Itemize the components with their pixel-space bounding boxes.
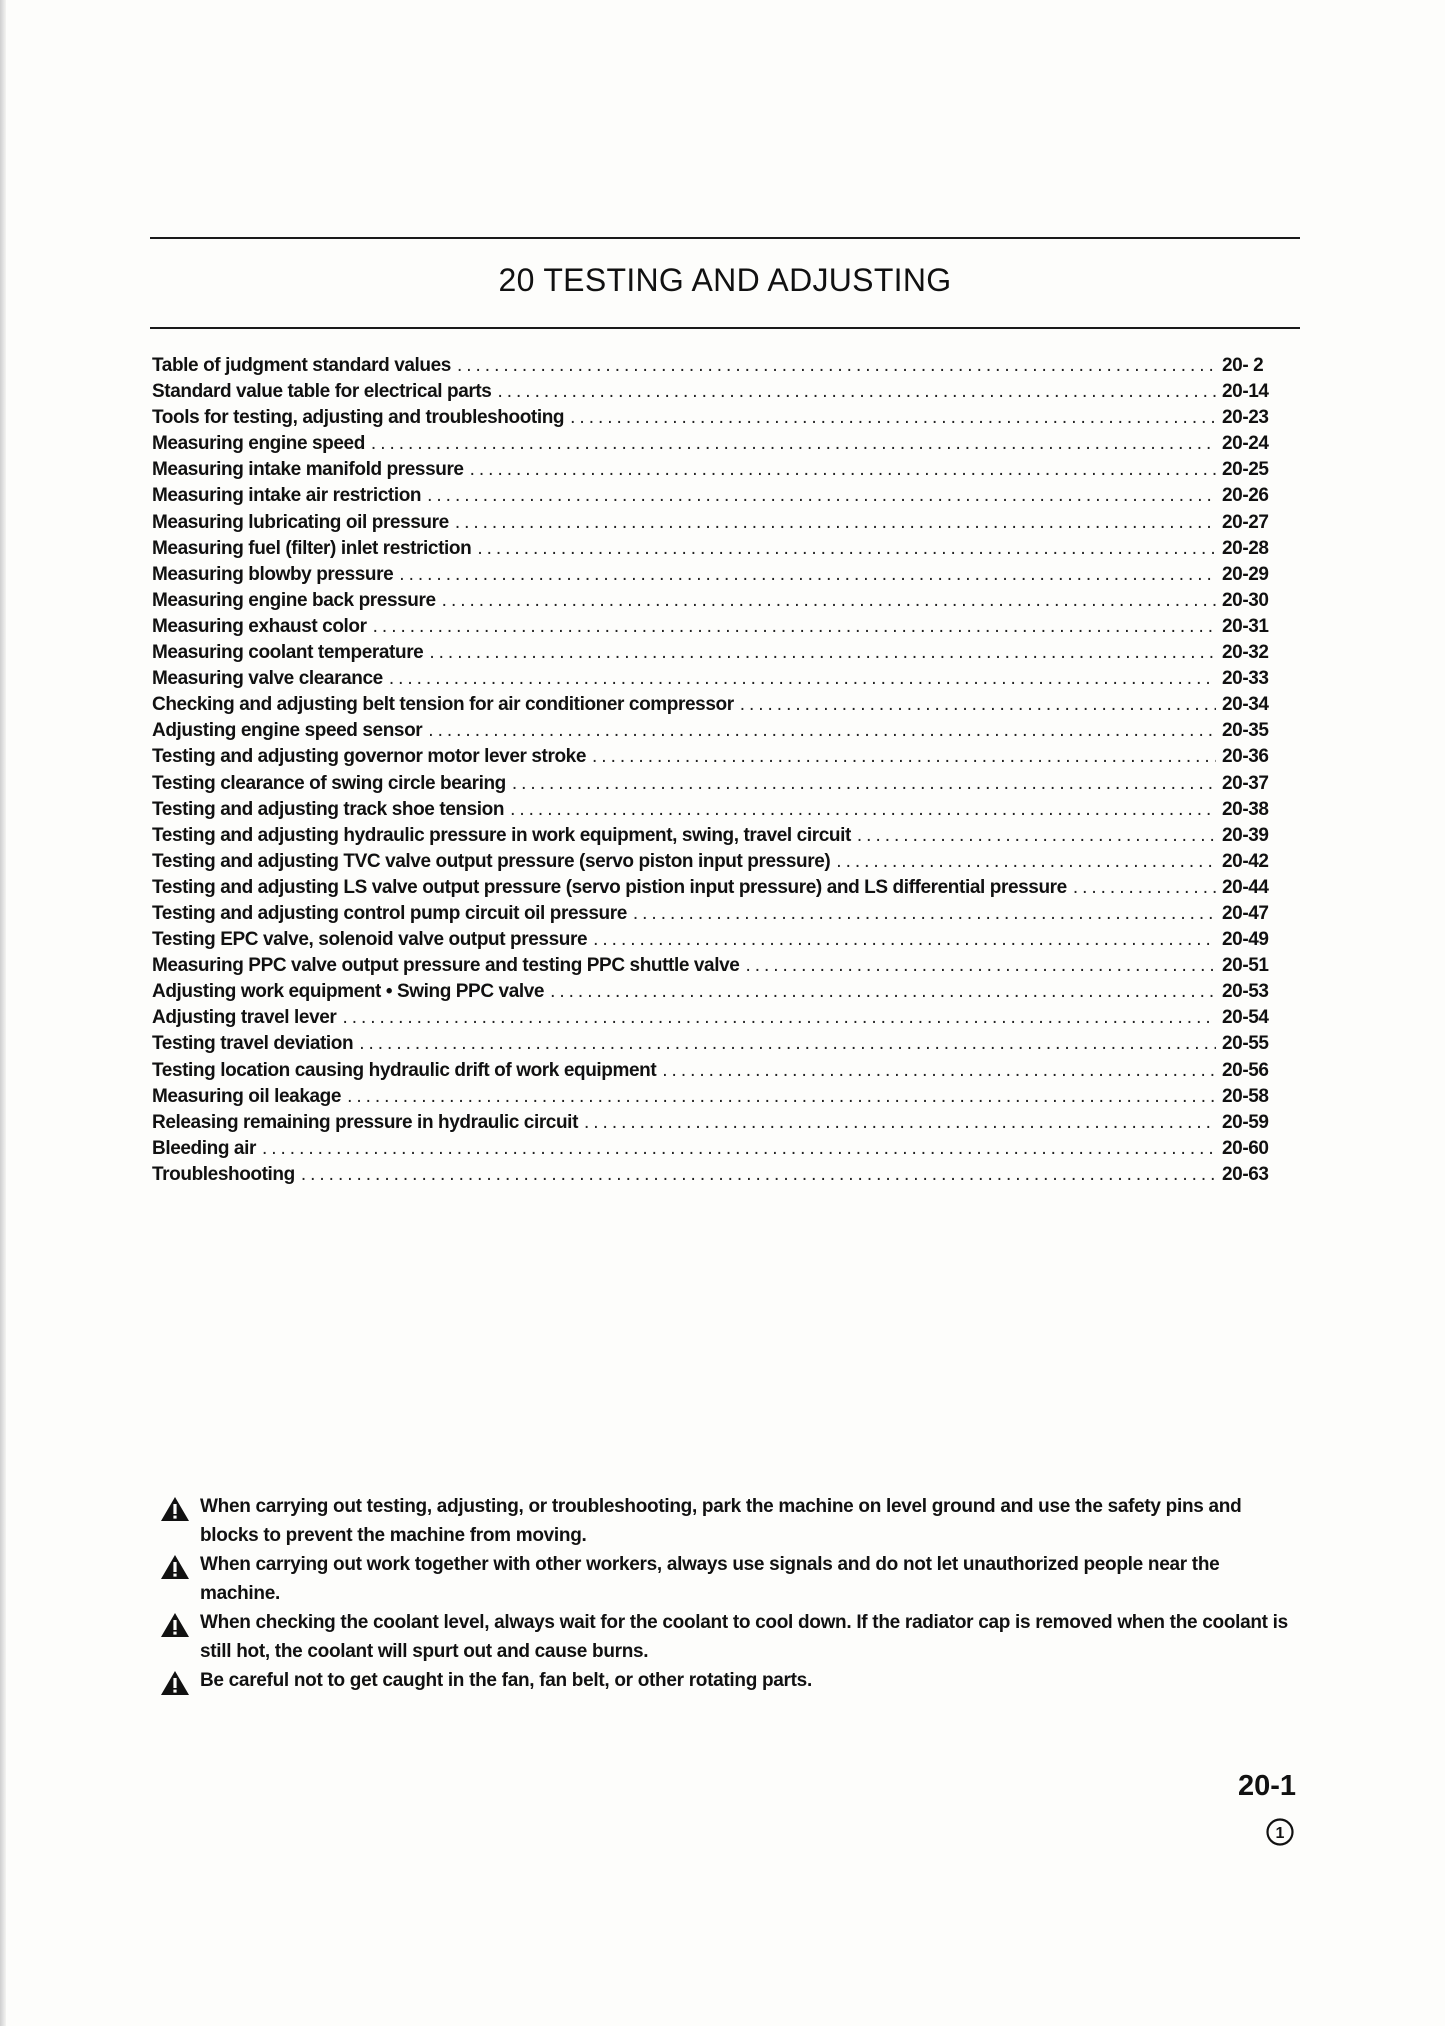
toc-entry <box>152 485 1284 511</box>
toc-entry-title: Releasing remaining pressure in hydraulic circuit <box>152 1111 578 1133</box>
toc-entry-title: Adjusting engine speed sensor <box>152 720 423 742</box>
toc-leader-dots <box>470 459 1216 481</box>
toc-entry-title: Measuring coolant temperature <box>152 642 424 664</box>
toc-entry <box>152 1007 1284 1033</box>
toc-entry <box>152 746 1284 772</box>
toc-entry <box>152 642 1284 668</box>
toc-leader-dots <box>262 1138 1216 1160</box>
toc-leader-dots <box>373 616 1216 638</box>
toc-entry <box>152 407 1284 433</box>
toc-entry-page: 20-30 <box>1222 589 1269 611</box>
toc-entry-page: 20-38 <box>1222 798 1269 820</box>
toc-entry-title: Measuring engine speed <box>152 433 365 455</box>
toc-leader-dots <box>512 773 1216 795</box>
toc-entry-page: 20-24 <box>1222 433 1269 455</box>
toc-entry-page: 20-39 <box>1222 824 1269 846</box>
toc-entry <box>152 512 1284 538</box>
toc-entry-page: 20-26 <box>1222 485 1269 507</box>
header-rule-top <box>150 237 1300 239</box>
toc-entry <box>152 981 1284 1007</box>
toc-leader-dots <box>857 825 1216 847</box>
toc-entry-title: Standard value table for electrical parts <box>152 381 492 403</box>
toc-entry-title: Testing clearance of swing circle bearing <box>152 772 506 794</box>
toc-entry <box>152 1138 1284 1164</box>
toc-entry <box>152 1060 1284 1086</box>
toc-entry-title: Testing and adjusting LS valve output pressure (servo pistion input pressure) and LS differential pressure <box>152 876 1067 898</box>
toc-leader-dots <box>427 485 1216 507</box>
toc-entry <box>152 355 1284 381</box>
section-title: 20 TESTING AND ADJUSTING <box>498 262 952 298</box>
safety-warning <box>160 1550 1300 1608</box>
toc-leader-dots <box>510 799 1216 821</box>
toc-entry-page: 20-59 <box>1222 1111 1269 1133</box>
toc-entry-page: 20-42 <box>1222 850 1269 872</box>
safety-warning-text: When checking the coolant level, always wait for the coolant to cool down. If the radiator cap is removed when the coolant is still hot, the coolant will spurt out and cause burns. <box>200 1612 1288 1662</box>
toc-entry <box>152 799 1284 825</box>
safety-warnings <box>160 1492 1300 1695</box>
toc-entry <box>152 1086 1284 1112</box>
toc-leader-dots <box>428 720 1216 742</box>
toc-entry <box>152 1164 1284 1190</box>
toc-leader-dots <box>359 1033 1216 1055</box>
toc-entry-title: Testing EPC valve, solenoid valve output pressure <box>152 929 588 951</box>
toc-entry-page: 20-23 <box>1222 407 1269 429</box>
toc-entry-title: Tools for testing, adjusting and troubleshooting <box>152 407 565 429</box>
toc-entry <box>152 903 1284 929</box>
toc-entry-title: Measuring valve clearance <box>152 668 383 690</box>
toc-entry <box>152 955 1284 981</box>
toc-entry <box>152 851 1284 877</box>
toc-entry <box>152 564 1284 590</box>
toc-entry-title: Checking and adjusting belt tension for air conditioner compressor <box>152 694 734 716</box>
toc-leader-dots <box>584 1112 1216 1134</box>
toc-entry-title: Testing and adjusting hydraulic pressure in work equipment, swing, travel circuit <box>152 824 851 846</box>
toc-leader-dots <box>1073 877 1216 899</box>
toc-entry-page: 20-34 <box>1222 694 1269 716</box>
revision-mark-icon <box>1265 1817 1295 1847</box>
toc-leader-dots <box>836 851 1216 873</box>
safety-warning <box>160 1608 1300 1666</box>
toc-entry-title: Testing location causing hydraulic drift of work equipment <box>152 1059 657 1081</box>
toc-entry <box>152 773 1284 799</box>
toc-leader-dots <box>342 1007 1216 1029</box>
toc-entry-page: 20-53 <box>1222 981 1269 1003</box>
toc-entry-title: Table of judgment standard values <box>152 355 451 376</box>
toc-entry-title: Measuring blowby pressure <box>152 563 394 585</box>
toc-entry-title: Measuring oil leakage <box>152 1085 342 1107</box>
toc-entry-page: 20-25 <box>1222 459 1269 481</box>
toc-leader-dots <box>399 564 1216 586</box>
toc-entry-title: Bleeding air <box>152 1137 256 1159</box>
toc-entry <box>152 877 1284 903</box>
toc-entry <box>152 590 1284 616</box>
toc-entry-title: Measuring fuel (filter) inlet restriction <box>152 537 472 559</box>
toc-entry-page: 20-51 <box>1222 955 1269 977</box>
warning-triangle-icon <box>160 1554 190 1580</box>
toc-leader-dots <box>633 903 1216 925</box>
toc-entry-title: Measuring PPC valve output pressure and testing PPC shuttle valve <box>152 955 740 977</box>
toc-leader-dots <box>550 981 1216 1003</box>
toc-leader-dots <box>662 1060 1216 1082</box>
toc-entry-page: 20-31 <box>1222 615 1269 637</box>
toc-leader-dots <box>457 355 1216 377</box>
toc-leader-dots <box>593 929 1216 951</box>
toc-leader-dots <box>745 955 1216 977</box>
toc-entry-title: Testing and adjusting track shoe tension <box>152 798 505 820</box>
safety-warning-text: Be careful not to get caught in the fan, fan belt, or other rotating parts. <box>200 1670 812 1691</box>
toc-entry-page: 20- 2 <box>1222 355 1264 376</box>
table-of-contents <box>152 355 1284 1190</box>
revision-mark-label: 1 <box>1275 1825 1285 1842</box>
toc-entry-title: Measuring intake air restriction <box>152 485 422 507</box>
toc-entry <box>152 825 1284 851</box>
toc-entry-page: 20-58 <box>1222 1085 1269 1107</box>
toc-entry-title: Measuring lubricating oil pressure <box>152 511 449 533</box>
toc-entry-page: 20-60 <box>1222 1137 1269 1159</box>
safety-warning-text: When carrying out testing, adjusting, or troubleshooting, park the machine on level ground and use the safety pins and blocks to prevent the machine from moving. <box>200 1496 1242 1546</box>
warning-triangle-icon <box>160 1670 190 1696</box>
toc-entry-title: Testing travel deviation <box>152 1033 354 1055</box>
toc-leader-dots <box>497 381 1216 403</box>
warning-triangle-icon <box>160 1496 190 1522</box>
toc-entry-page: 20-14 <box>1222 381 1269 403</box>
toc-entry-title: Measuring engine back pressure <box>152 589 436 611</box>
toc-entry <box>152 668 1284 694</box>
toc-entry-page: 20-47 <box>1222 902 1269 924</box>
toc-entry <box>152 929 1284 955</box>
toc-entry-page: 20-33 <box>1222 668 1269 690</box>
toc-entry <box>152 381 1284 407</box>
toc-entry-title: Adjusting work equipment • Swing PPC valve <box>152 981 545 1003</box>
toc-leader-dots <box>740 694 1216 716</box>
toc-leader-dots <box>570 407 1216 429</box>
toc-entry-page: 20-44 <box>1222 876 1269 898</box>
toc-entry-title: Troubleshooting <box>152 1163 295 1185</box>
toc-leader-dots <box>592 746 1216 768</box>
safety-warning-text: When carrying out work together with other workers, always use signals and do not let unauthorized people near the machine. <box>200 1554 1220 1604</box>
toc-entry-page: 20-49 <box>1222 929 1269 951</box>
toc-entry <box>152 433 1284 459</box>
safety-warning <box>160 1666 1300 1695</box>
toc-entry-page: 20-27 <box>1222 511 1269 533</box>
toc-leader-dots <box>442 590 1216 612</box>
toc-entry <box>152 459 1284 485</box>
toc-entry-page: 20-63 <box>1222 1163 1269 1185</box>
toc-entry-page: 20-29 <box>1222 563 1269 585</box>
toc-entry-page: 20-36 <box>1222 746 1269 768</box>
toc-leader-dots <box>477 538 1216 560</box>
toc-leader-dots <box>389 668 1216 690</box>
toc-entry-page: 20-54 <box>1222 1007 1269 1029</box>
header-rule-bottom <box>150 327 1300 329</box>
toc-leader-dots <box>301 1164 1216 1186</box>
toc-entry-title: Measuring intake manifold pressure <box>152 459 464 481</box>
safety-warning <box>160 1492 1300 1550</box>
toc-entry-title: Testing and adjusting governor motor lever stroke <box>152 746 587 768</box>
toc-entry <box>152 720 1284 746</box>
toc-entry-page: 20-28 <box>1222 537 1269 559</box>
toc-entry-page: 20-56 <box>1222 1059 1269 1081</box>
toc-entry <box>152 694 1284 720</box>
toc-leader-dots <box>429 642 1216 664</box>
toc-entry-title: Adjusting travel lever <box>152 1007 337 1029</box>
warning-triangle-icon <box>160 1612 190 1638</box>
toc-entry-title: Testing and adjusting control pump circuit oil pressure <box>152 902 627 924</box>
page-number: 20-1 <box>1237 1770 1296 1802</box>
toc-entry-title: Testing and adjusting TVC valve output pressure (servo piston input pressure) <box>152 850 831 872</box>
toc-entry <box>152 1112 1284 1138</box>
toc-entry-page: 20-35 <box>1222 720 1269 742</box>
toc-leader-dots <box>371 433 1216 455</box>
toc-leader-dots <box>347 1086 1216 1108</box>
toc-entry <box>152 1033 1284 1059</box>
toc-entry <box>152 538 1284 564</box>
page-edge <box>0 0 6 2026</box>
toc-leader-dots <box>455 512 1216 534</box>
toc-entry-page: 20-32 <box>1222 642 1269 664</box>
toc-entry-title: Measuring exhaust color <box>152 615 367 637</box>
toc-entry-page: 20-55 <box>1222 1033 1269 1055</box>
toc-entry <box>152 616 1284 642</box>
toc-entry-page: 20-37 <box>1222 772 1269 794</box>
